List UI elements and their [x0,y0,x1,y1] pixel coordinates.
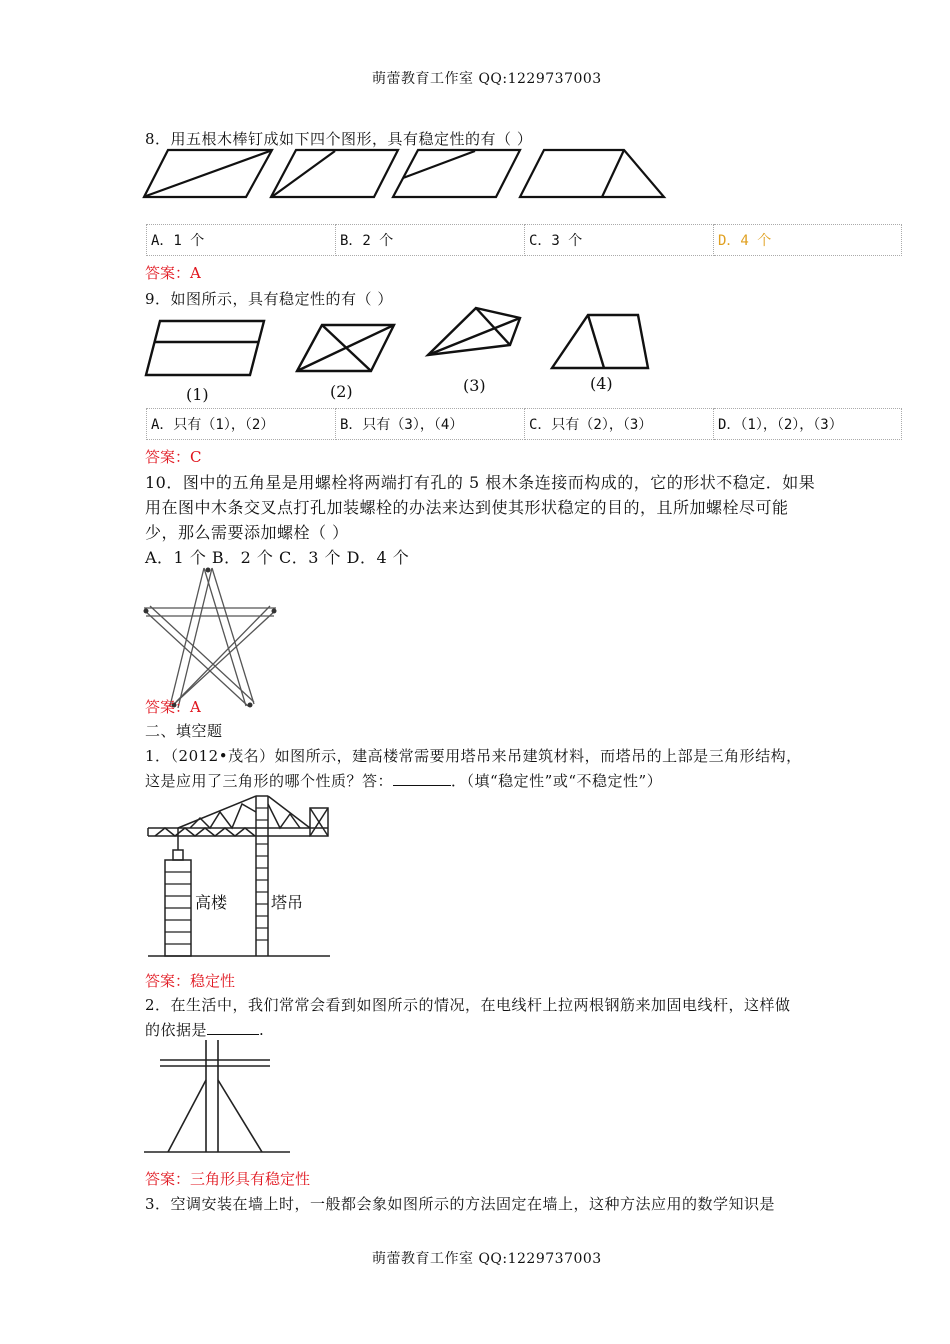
f1-label-building: 高楼 [195,893,228,912]
f1-line-2-suffix: ．（填“稳定性”或“不稳定性”） [451,772,663,790]
q9-label-2: (2) [330,382,353,401]
f1-line-2-prefix: 这是应用了三角形的哪个性质？答： [145,772,394,790]
q9-answer: 答案：C [145,448,202,466]
q9-stem: 9．如图所示，具有稳定性的有（ ） [145,290,393,308]
section-title: 二、填空题 [145,722,223,740]
q8-answer: 答案：A [145,264,201,282]
q9-option-c[interactable]: C．只有（2），（3） [525,409,714,440]
page-header: 萌蕾教育工作室 QQ:1229737003 [372,71,602,87]
f2-answer: 答案：三角形具有稳定性 [145,1170,311,1188]
q10-line-1: 10．图中的五角星是用螺栓将两端打有孔的 5 根木条连接而构成的，它的形状不稳定．如果 [145,473,816,492]
q10-answer: 答案：A [145,698,201,716]
f1-line-1: 1．（2012•茂名）如图所示，建高楼常需要用塔吊来吊建筑材料，而塔吊的上部是三角形结构， [145,747,802,765]
q10-options: A．1 个 B．2 个 C．3 个 D．4 个 [145,548,410,567]
q9-label-4: (4) [590,374,613,393]
f1-answer: 答案：稳定性 [145,972,236,990]
f2-line-2-suffix: . [259,1021,265,1039]
q9-label-1: (1) [186,385,209,404]
q10-line-3: 少，那么需要添加螺栓（ ） [145,523,349,542]
q9-option-a[interactable]: A．只有（1），（2） [147,409,336,440]
q8-option-c[interactable]: C．3 个 [525,225,714,256]
page-footer: 萌蕾教育工作室 QQ:1229737003 [372,1251,602,1267]
q10-line-2: 用在图中木条交叉点打孔加装螺栓的办法来达到使其形状稳定的目的，且所加螺栓尽可能 [145,498,789,517]
q9-option-d[interactable]: D．（1），（2），（3） [714,409,902,440]
f2-line-1: 2．在生活中，我们常常会看到如图所示的情况，在电线杆上拉两根钢筋来加固电线杆，这样做 [145,996,791,1014]
f1-label-crane: 塔吊 [271,893,304,912]
q9-label-3: (3) [463,376,486,395]
f3-line-1: 3．空调安装在墙上时，一般都会象如图所示的方法固定在墙上，这种方法应用的数学知识是 [145,1195,776,1213]
q8-stem: 8．用五根木棒钉成如下四个图形，具有稳定性的有（ ） [145,130,533,148]
q8-option-d[interactable]: D．4 个 [714,225,902,256]
q8-option-a[interactable]: A．1 个 [147,225,336,256]
q8-option-b[interactable]: B．2 个 [336,225,525,256]
q9-option-b[interactable]: B．只有（3），（4） [336,409,525,440]
f2-line-2-prefix: 的依据是 [145,1021,208,1039]
